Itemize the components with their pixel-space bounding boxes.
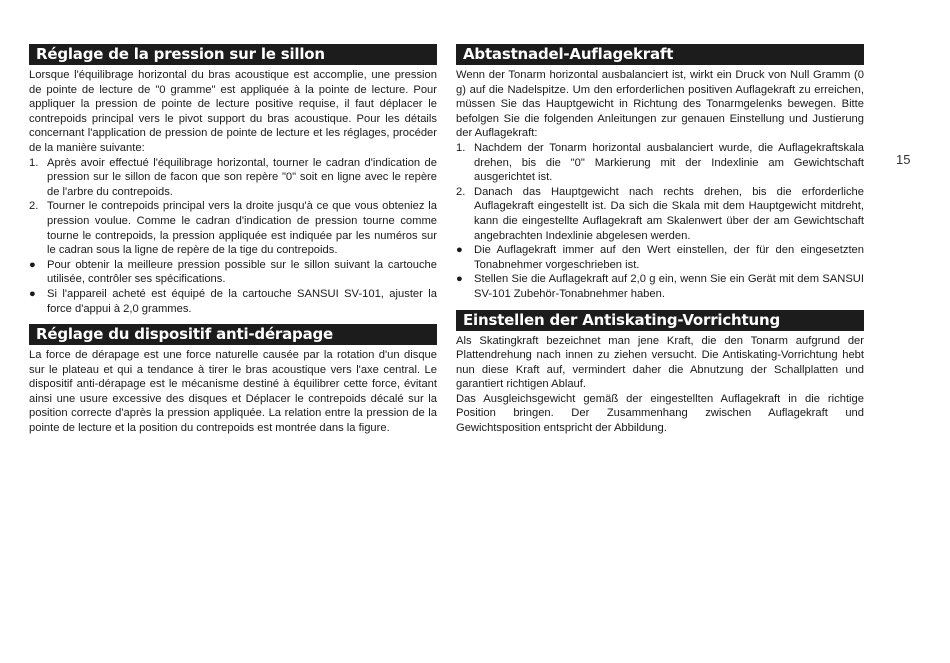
section-heading-groove-pressure: Réglage de la pression sur le sillon xyxy=(29,44,437,65)
list-item xyxy=(29,258,437,287)
list-item-text: Die Auflagekraft immer auf den Wert einstellen, der für den eingesetzten Tonabnehmer vorgeschrieben ist. xyxy=(474,244,864,271)
list-item xyxy=(456,141,864,185)
list-item xyxy=(456,243,864,272)
list-item-text: Après avoir effectué l'équilibrage horizontal, tourner le cadran d'indication de pression sur le sillon de facon que son repère "0" soit en ligne avec le repère de l'arbre du contrepoids. xyxy=(47,156,437,198)
page-number: 15 xyxy=(896,152,911,167)
list-item-text: Nachdem der Tonarm horizontal ausbalanciert wurde, die Auflagekraftskala drehen, bis die "0" Markierung mit der Indexlinie am Gewichtschaft ausgerichtet ist. xyxy=(474,141,864,184)
section-body-anti-skating xyxy=(29,348,437,436)
body-paragraph: Als Skatingkraft bezeichnet man jene Kraft, die den Tonarm aufgrund der Plattendrehung nach innen zu ziehen versucht. Die Antiskating-Vorrichtung hebt nun diese Kraft auf, vermindert daher die Abnutzung der Schallplatten und garantiert richtigen Ablauf. xyxy=(456,334,864,391)
list-item-text: Stellen Sie die Auflagekraft auf 2,0 g ein, wenn Sie ein Gerät mit dem SANSUI SV-101 Zubehör-Tonabnehmer haben. xyxy=(474,273,864,300)
list-item-text: Tourner le contrepoids principal vers la droite jusqu'à ce que vous obteniez la pression voulue. Comme le cadran d'indication de pression tourne comme tourne le contrepoids, la pression appliquée est indiquée par les numéros sur le cadran sous la ligne de repère de la tige du contrepoids. xyxy=(47,200,437,257)
bullet-icon: ● xyxy=(456,273,463,286)
bullet-icon: ● xyxy=(29,258,36,271)
german-column xyxy=(456,44,864,444)
intro-paragraph: Lorsque l'équilibrage horizontal du bras acoustique est accomplie, une pression de pointe de lecture de "0 gramme" est appliquée à la pointe de lecture. Pour appliquer la pression de pointe de lecture positive requise, il faut déplacer le contrepoids principal vers le pivot support du bras acoustique. Pour les détails concernant l'application de pression de pointe de lecture et les réglages, procéder de la manière suivante: xyxy=(29,69,437,154)
list-item-text: Si l'appareil acheté est équipé de la cartouche SANSUI SV-101, ajuster la force d'appui à 2,0 grammes. xyxy=(47,287,437,315)
list-item xyxy=(29,156,437,200)
list-item xyxy=(29,199,437,257)
section-body-tracking-force xyxy=(456,68,864,302)
list-marker: 1. xyxy=(456,141,466,154)
bullet-icon: ● xyxy=(456,244,463,257)
section-heading-tracking-force: Abtastnadel-Auflagekraft xyxy=(456,44,864,65)
section-body-antiskating-device xyxy=(456,334,864,436)
section-heading-antiskating-device: Einstellen der Antiskating-Vorrichtung xyxy=(456,310,864,331)
instruction-list xyxy=(456,141,864,302)
list-item xyxy=(29,287,437,316)
instruction-list xyxy=(29,156,437,317)
list-item xyxy=(456,272,864,301)
list-marker: 1. xyxy=(29,156,39,169)
french-column xyxy=(29,44,437,444)
section-heading-anti-skating: Réglage du dispositif anti-dérapage xyxy=(29,324,437,345)
list-marker: 2. xyxy=(29,200,39,213)
list-item-text: Pour obtenir la meilleure pression possible sur le sillon suivant la cartouche utilisée, contrôler ses spécifications. xyxy=(47,258,437,286)
intro-paragraph: Wenn der Tonarm horizontal ausbalanciert ist, wirkt ein Druck von Null Gramm (0 g) auf die Nadelspitze. Um den erforderlichen positiven Auflagekraft zu erreichen, müssen Sie das Hauptgewicht in Richtung des Tonarmgelenks bewegen. Bitte befolgen Sie die folgenden Anleitungen zur genauen Einstellung und Justierung der Auflagekraft: xyxy=(456,69,864,140)
list-item xyxy=(456,185,864,243)
section-body-groove-pressure xyxy=(29,68,437,316)
body-paragraph: La force de dérapage est une force naturelle causée par la rotation d'un disque sur le plateau et qui a tendance à tirer le bras acoustique vers l'axe central. Le dispositif anti-dérapage est le mécanisme destiné à équilibrer cette force, évitant ainsi une usure excessive des disques et Déplacer le contrepoids décalé sur la position correcte d'après la pression appliquée. La relation entre la pression de la pointe de lecture et la position du contrepoids est montrée dans la figure. xyxy=(29,349,437,435)
body-paragraph: Das Ausgleichsgewicht gemäß der eingestellten Auflagekraft in die richtige Position bringen. Der Zusammenhang zwischen Auflagekraft und Gewichtsposition entspricht der Abbildung. xyxy=(456,392,864,435)
bullet-icon: ● xyxy=(29,287,36,300)
list-marker: 2. xyxy=(456,185,466,198)
list-item-text: Danach das Hauptgewicht nach rechts drehen, bis die erforderliche Auflagekraft eingestellt ist. Da sich die Skala mit dem Hauptgewicht mitdreht, kann die eingestellte Auflagekraft am Skalenwert über der am Gewichtschaft angebrachten Indexlinie abgelesen werden. xyxy=(474,185,864,242)
